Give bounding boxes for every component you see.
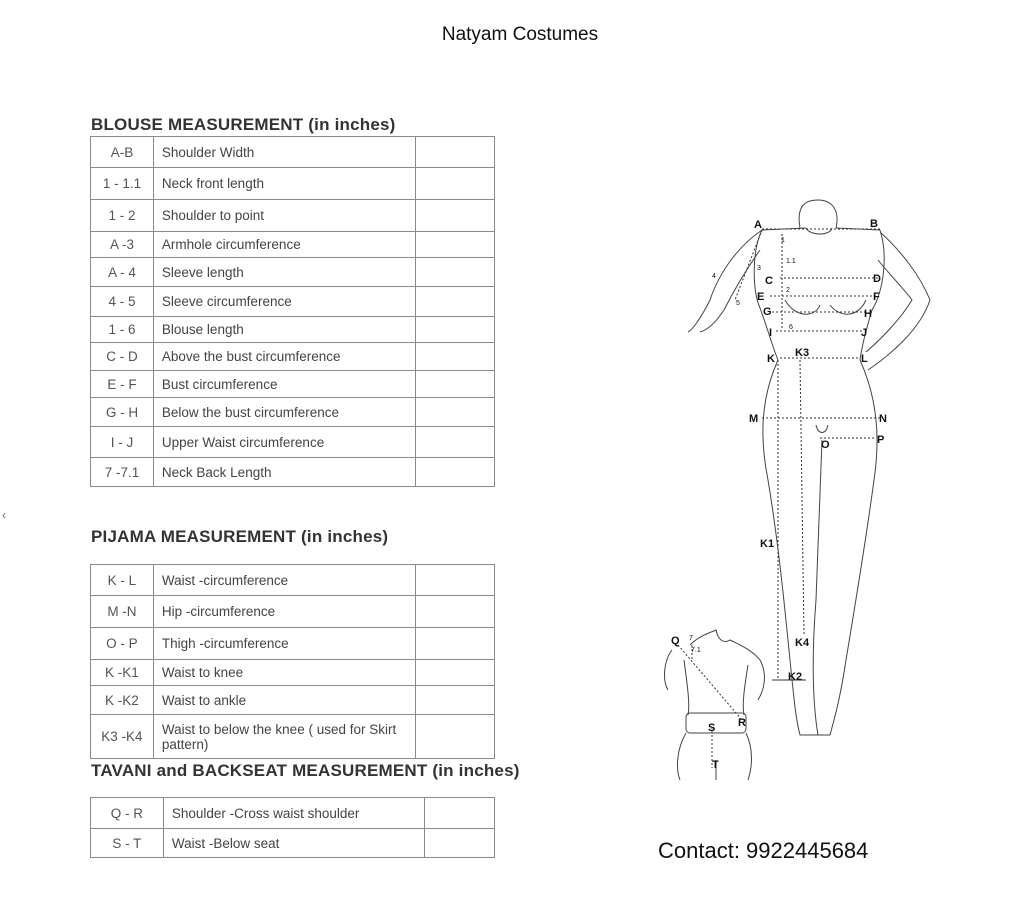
svg-text:R: R [738, 717, 746, 729]
blouse-heading-unit: (in inches) [308, 115, 396, 134]
measurement-description: Waist to ankle [153, 686, 415, 715]
measurement-code: 4 - 5 [91, 287, 154, 317]
measurement-code: M -N [91, 596, 154, 628]
svg-text:7.1: 7.1 [691, 647, 701, 654]
tavani-heading-unit: (in inches) [432, 761, 520, 780]
measurement-code: E - F [91, 371, 154, 398]
measurement-code: K -K1 [91, 660, 154, 686]
svg-text:5: 5 [736, 300, 740, 307]
blouse-heading-text: BLOUSE MEASUREMENT [91, 115, 304, 134]
measurement-description: Sleeve circumference [153, 287, 415, 317]
measurement-code: S - T [91, 829, 164, 858]
svg-text:E: E [757, 291, 765, 303]
measurement-description: Upper Waist circumference [153, 427, 415, 458]
tavani-heading-text: TAVANI and BACKSEAT MEASUREMENT [91, 761, 428, 780]
svg-text:H: H [864, 308, 872, 320]
svg-text:M: M [749, 413, 759, 425]
svg-text:P: P [877, 434, 885, 446]
svg-text:K1: K1 [760, 538, 775, 550]
svg-text:K2: K2 [788, 671, 803, 683]
measurement-description: Shoulder to point [153, 200, 415, 232]
measurement-description: Below the bust circumference [153, 398, 415, 427]
svg-text:S: S [708, 722, 716, 734]
measurement-description: Neck Back Length [153, 458, 415, 487]
measurement-code: G - H [91, 398, 154, 427]
measurement-code: 7 -7.1 [91, 458, 154, 487]
measurement-code: K -K2 [91, 686, 154, 715]
measurement-description: Armhole circumference [153, 232, 415, 258]
measurement-description: Waist to knee [153, 660, 415, 686]
svg-text:A: A [754, 219, 762, 231]
measurement-code: Q - R [91, 798, 164, 829]
measurement-code: I - J [91, 427, 154, 458]
measurement-code: K - L [91, 565, 154, 596]
edge-mark: ‹ [2, 508, 6, 522]
svg-text:1: 1 [781, 237, 785, 244]
measurement-code: A-B [91, 137, 154, 168]
svg-text:O: O [821, 439, 830, 451]
measurement-code: A -3 [91, 232, 154, 258]
svg-text:4: 4 [712, 273, 716, 280]
svg-text:1.1: 1.1 [786, 258, 796, 265]
svg-text:C: C [765, 275, 773, 287]
measurement-description: Bust circumference [153, 371, 415, 398]
measurement-description: Above the bust circumference [153, 343, 415, 371]
measurement-code: 1 - 1.1 [91, 168, 154, 200]
svg-text:G: G [763, 306, 772, 318]
measurement-description: Waist -circumference [153, 565, 415, 596]
measurement-code: 1 - 2 [91, 200, 154, 232]
svg-text:3: 3 [757, 265, 761, 272]
svg-text:K: K [767, 353, 775, 365]
svg-text:Q: Q [671, 635, 680, 647]
svg-text:6: 6 [789, 324, 793, 331]
contact-info: Contact: 9922445684 [658, 838, 869, 863]
svg-text:2: 2 [786, 287, 790, 294]
svg-text:J: J [861, 327, 868, 339]
measurement-description: Hip -circumference [153, 596, 415, 628]
pijama-heading-text: PIJAMA MEASUREMENT [91, 527, 297, 546]
svg-text:F: F [873, 291, 880, 303]
svg-text:I: I [769, 327, 773, 339]
svg-text:B: B [870, 218, 878, 230]
svg-text:K4: K4 [795, 637, 810, 649]
measurement-description: Waist to below the knee ( used for Skirt pattern) [153, 715, 415, 759]
measurement-description: Waist -Below seat [163, 829, 424, 858]
svg-text:T: T [712, 759, 719, 771]
measurement-description: Shoulder -Cross waist shoulder [163, 798, 424, 829]
svg-text:D: D [873, 273, 881, 285]
measurement-description: Shoulder Width [153, 137, 415, 168]
svg-text:L: L [861, 353, 868, 365]
measurement-code: O - P [91, 628, 154, 660]
measurement-code: 1 - 6 [91, 317, 154, 343]
measurement-description: Sleeve length [153, 258, 415, 287]
measurement-code: K3 -K4 [91, 715, 154, 759]
svg-text:7: 7 [689, 635, 693, 642]
svg-text:N: N [879, 413, 887, 425]
measurement-description: Blouse length [153, 317, 415, 343]
measurement-description: Thigh -circumference [153, 628, 415, 660]
measurement-description: Neck front length [153, 168, 415, 200]
page-title: Natyam Costumes [441, 24, 599, 45]
svg-text:K3: K3 [795, 347, 810, 359]
pijama-heading-unit: (in inches) [301, 527, 389, 546]
measurement-code: C - D [91, 343, 154, 371]
measurement-code: A - 4 [91, 258, 154, 287]
